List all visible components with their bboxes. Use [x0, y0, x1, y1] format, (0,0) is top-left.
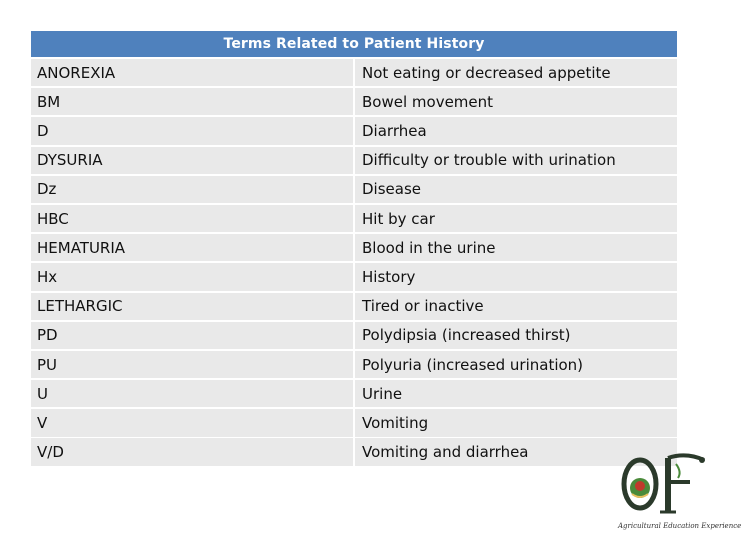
- table-row: [31, 322, 677, 349]
- term-cell: LETHARGIC: [31, 293, 353, 320]
- term-cell: V/D: [31, 438, 353, 465]
- table-row: [31, 234, 677, 261]
- term-cell: ANOREXIA: [31, 59, 353, 86]
- table-row: [31, 351, 677, 378]
- table-row: [31, 117, 677, 144]
- term-cell: PD: [31, 322, 353, 349]
- table-row: [31, 438, 677, 465]
- table-row: [31, 147, 677, 174]
- term-cell: HBC: [31, 205, 353, 232]
- term-cell: DYSURIA: [31, 147, 353, 174]
- table-row: [31, 263, 677, 290]
- of-logo-graphic: [616, 448, 720, 528]
- table-row: [31, 205, 677, 232]
- table-row: [31, 176, 677, 203]
- table-body: [31, 57, 677, 466]
- table-row: [31, 88, 677, 115]
- term-cell: HEMATURIA: [31, 234, 353, 261]
- definition-cell: Vomiting: [355, 409, 677, 436]
- patient-history-table: [31, 31, 677, 466]
- definition-cell: Blood in the urine: [355, 234, 677, 261]
- definition-cell: Diarrhea: [355, 117, 677, 144]
- definition-cell: Difficulty or trouble with urination: [355, 147, 677, 174]
- term-cell: BM: [31, 88, 353, 115]
- definition-cell: Urine: [355, 380, 677, 407]
- definition-cell: History: [355, 263, 677, 290]
- term-cell: V: [31, 409, 353, 436]
- term-cell: Dz: [31, 176, 353, 203]
- definition-cell: Bowel movement: [355, 88, 677, 115]
- definition-cell: Polydipsia (increased thirst): [355, 322, 677, 349]
- term-cell: Hx: [31, 263, 353, 290]
- term-cell: D: [31, 117, 353, 144]
- table-title: Terms Related to Patient History: [31, 31, 677, 57]
- definition-cell: Not eating or decreased appetite: [355, 59, 677, 86]
- definition-cell: Tired or inactive: [355, 293, 677, 320]
- definition-cell: Disease: [355, 176, 677, 203]
- logo-caption: Agricultural Education Experience: [618, 522, 741, 530]
- table-row: [31, 293, 677, 320]
- term-cell: PU: [31, 351, 353, 378]
- table-row: [31, 380, 677, 407]
- definition-cell: Vomiting and diarrhea: [355, 438, 677, 465]
- table-row: [31, 409, 677, 436]
- term-cell: U: [31, 380, 353, 407]
- definition-cell: Hit by car: [355, 205, 677, 232]
- table-row: [31, 59, 677, 86]
- definition-cell: Polyuria (increased urination): [355, 351, 677, 378]
